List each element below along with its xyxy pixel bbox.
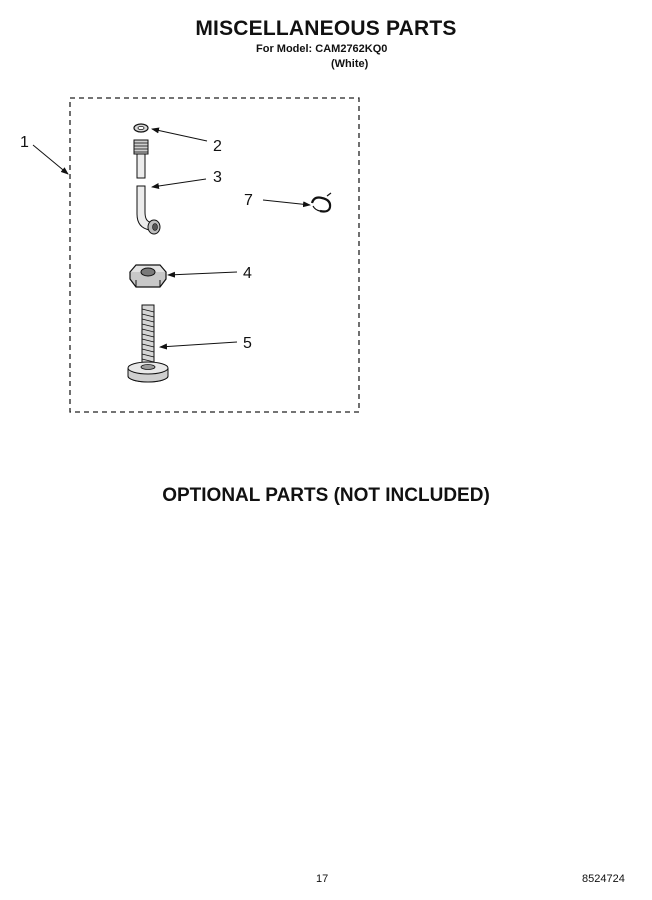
color-variant: (White) xyxy=(331,58,369,70)
washer-part xyxy=(134,124,148,132)
callout-3-label: 3 xyxy=(213,169,222,186)
callout-7-label: 7 xyxy=(244,192,253,209)
callout-5 xyxy=(160,335,252,352)
page-title: MISCELLANEOUS PARTS xyxy=(195,17,457,40)
optional-parts-heading: OPTIONAL PARTS (NOT INCLUDED) xyxy=(162,485,490,506)
parts-diagram xyxy=(0,0,652,430)
leveling-leg-part xyxy=(128,305,168,382)
callout-4 xyxy=(168,265,252,282)
callout-4-label: 4 xyxy=(243,265,252,282)
callout-7 xyxy=(244,192,310,209)
hex-nut-part xyxy=(130,265,166,287)
callout-1 xyxy=(20,134,68,174)
hose-clamp-part xyxy=(312,193,331,212)
callout-2-label: 2 xyxy=(213,138,222,155)
callout-1-label: 1 xyxy=(20,134,29,151)
document-number: 8524724 xyxy=(582,873,625,885)
callout-3 xyxy=(152,169,222,187)
callout-2 xyxy=(152,129,222,155)
page-number: 17 xyxy=(316,873,329,885)
drain-hose-connector-part xyxy=(134,140,160,234)
callout-5-label: 5 xyxy=(243,335,252,352)
model-number: For Model: CAM2762KQ0 xyxy=(256,43,388,55)
